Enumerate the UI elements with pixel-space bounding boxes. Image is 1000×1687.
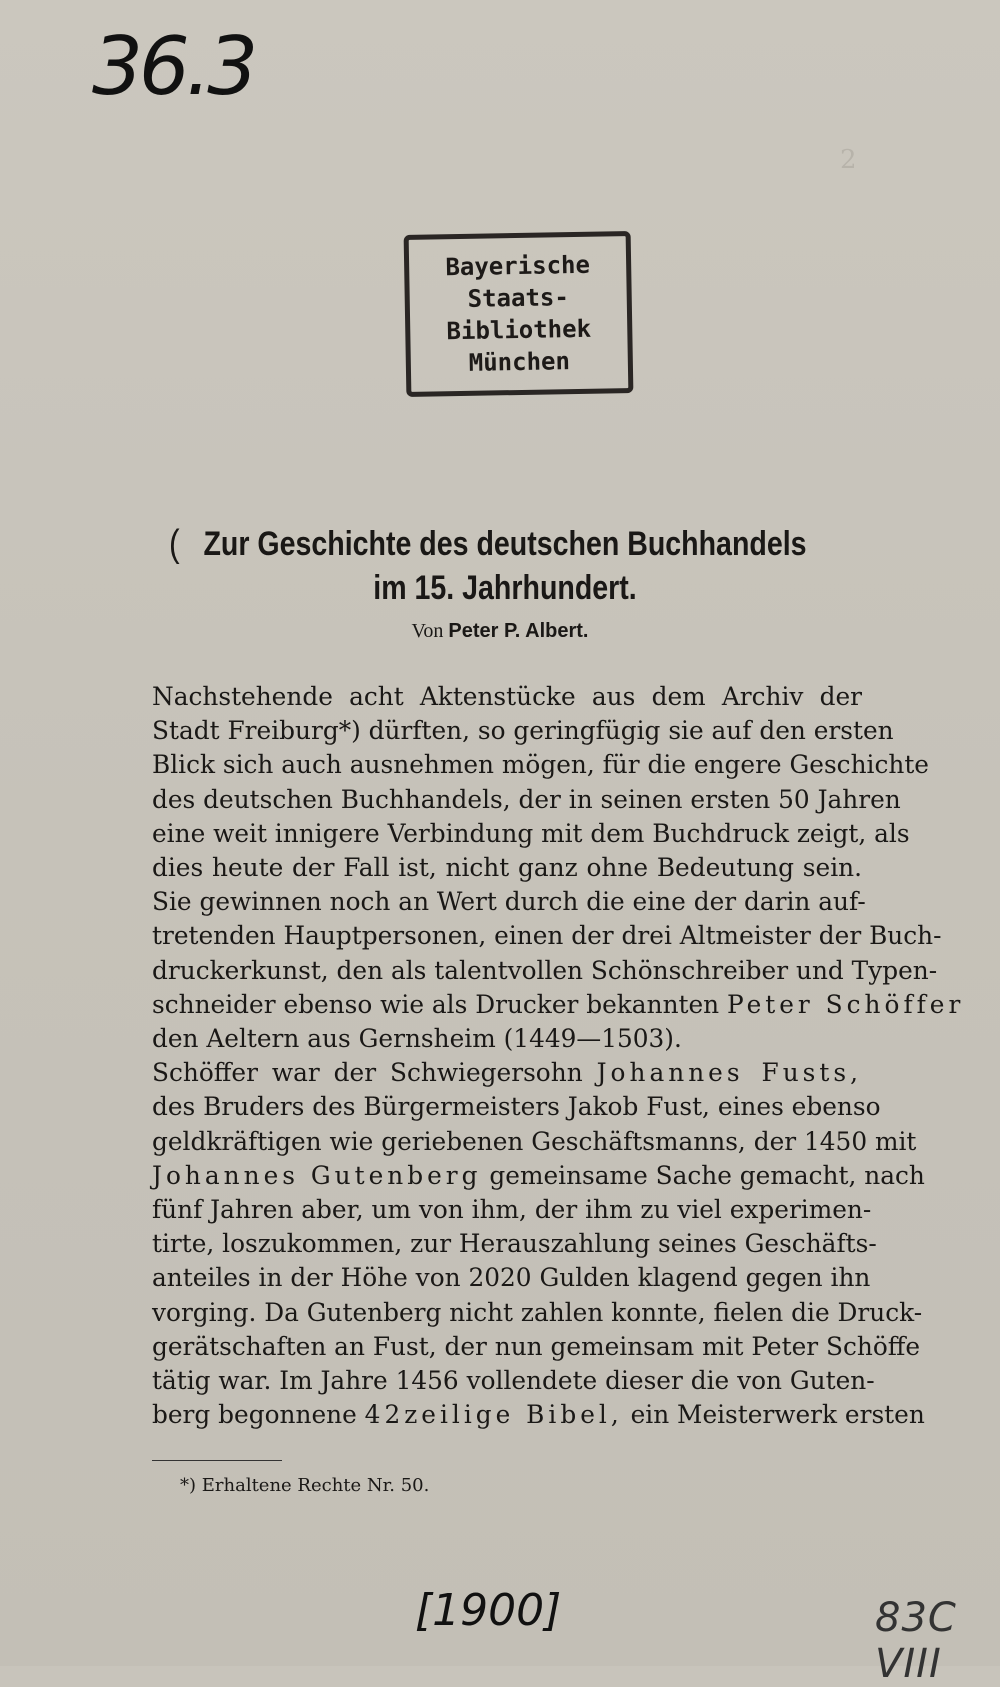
title-bracket-mark: ( (169, 523, 180, 565)
spaced-name: Johannes Gutenberg (152, 1160, 482, 1190)
text-line: Stadt Freiburg*) dürften, so geringfügig sie auf den ersten (152, 716, 894, 746)
text-line: anteiles in der Höhe von 2020 Gulden klagend gegen ihn (152, 1263, 871, 1293)
stamp-line: Staats- (467, 283, 570, 313)
text-line: fünf Jahren aber, um von ihm, der ihm zu viel experimen- (152, 1195, 872, 1225)
stamp-line: Bayerische (445, 250, 591, 282)
text-line (152, 1056, 862, 1090)
footnote-rule (152, 1460, 282, 1461)
show-through-page-number: 2 (840, 145, 857, 175)
spaced-name: 42zeilige Bibel, (364, 1400, 623, 1430)
stamp-line: Bibliothek (446, 314, 592, 346)
text-line: tretenden Hauptpersonen, einen der drei Altmeister der Buch- (152, 921, 942, 951)
text-fragment: berg begonnene (152, 1400, 357, 1430)
handwritten-shelfmark-bottom: 83C VIII (875, 1595, 957, 1687)
text-fragment: gemeinsame Sache gemacht, nach (489, 1160, 925, 1190)
byline (0, 620, 1000, 643)
byline-author: Peter P. Albert. (448, 620, 589, 642)
text-line: des Bruders des Bürgermeisters Jakob Fust, eines ebenso (152, 1092, 881, 1122)
text-line: Nachstehende acht Aktenstücke aus dem Archiv der (152, 682, 862, 711)
text-fragment: Schöffer war der Schwiegersohn (152, 1058, 583, 1088)
stamp-line: München (468, 347, 571, 377)
title-line-2: im 15. Jahrhundert. (373, 569, 637, 607)
text-line: des deutschen Buchhandels, der in seinen ersten 50 Jahren (152, 784, 901, 814)
text-line: eine weit innigere Verbindung mit dem Buchdruck zeigt, als (152, 818, 910, 848)
text-line (152, 988, 965, 1022)
library-stamp (404, 231, 634, 397)
text-line: Blick sich auch ausnehmen mögen, für die engere Geschichte (152, 750, 929, 780)
text-line: tätig war. Im Jahre 1456 vollendete dieser die von Guten- (152, 1366, 875, 1396)
article-title (169, 522, 808, 610)
text-line: Sie gewinnen noch an Wert durch die eine der darin auf- (152, 887, 866, 917)
text-line (152, 1398, 925, 1432)
text-line: geldkräftigen wie geriebenen Geschäftsmanns, der 1450 mit (152, 1126, 917, 1156)
text-line: druckerkunst, den als talentvollen Schönschreiber und Typen- (152, 955, 938, 985)
text-line: den Aeltern aus Gernsheim (1449—1503). (152, 1024, 682, 1054)
text-line (152, 1159, 925, 1193)
spaced-name: Johannes Fusts, (596, 1058, 862, 1088)
footnote: *) Erhaltene Rechte Nr. 50. (180, 1475, 430, 1496)
title-line-1: Zur Geschichte des deutschen Buchhandels (203, 525, 807, 563)
byline-prefix: Von (411, 620, 444, 642)
handwritten-shelfmark-top: 36.3 (92, 20, 255, 113)
handwritten-year: [1900] (415, 1585, 562, 1636)
text-line: tirte, loszukommen, zur Herauszahlung seines Geschäfts- (152, 1229, 877, 1259)
spaced-name: Peter Schöffer (727, 989, 965, 1019)
body-text (152, 680, 965, 1432)
text-line: dies heute der Fall ist, nicht ganz ohne Bedeutung sein. (152, 853, 862, 883)
text-fragment: schneider ebenso wie als Drucker bekannten (152, 989, 720, 1019)
text-line: vorging. Da Gutenberg nicht zahlen konnte, fielen die Druck- (152, 1297, 923, 1327)
text-line: gerätschaften an Fust, der nun gemeinsam mit Peter Schöffe (152, 1331, 921, 1361)
text-fragment: ein Meisterwerk ersten (630, 1400, 925, 1430)
